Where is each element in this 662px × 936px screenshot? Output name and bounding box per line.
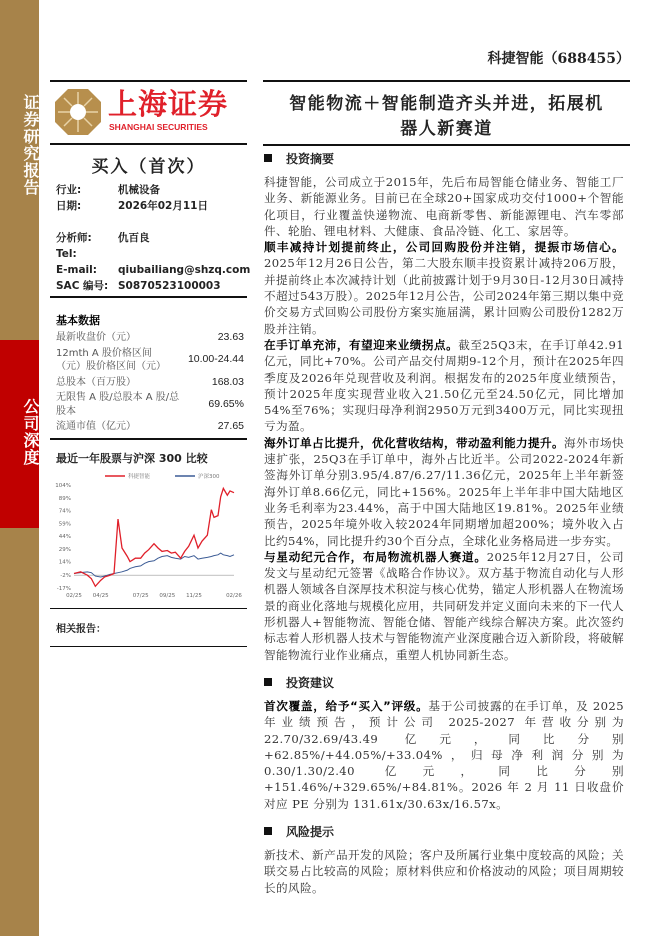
y-tick-label: 59% [58,520,71,527]
series-line-index [74,553,234,577]
logo-octagon-icon [54,88,102,136]
x-tick-label: 02/26 [226,592,242,599]
risk-body [264,847,624,896]
paragraph-text: 海外市场快速扩张，25Q3在手订单中，海外占比近半。公司2022-2024年新签海外订单分别3.95/4.87/6.27/11.36亿元，2025年上半年新签海外订单8.66亿元，同比+156%。2025年上半年非中国大陆地区业务毛利率为23.44%，高于中国大陆地区19.81%。2025年业绩预告，2025年境外收入较2024年同期增加超200%；境外收入占比约54%，同比提升约30个百分点，全球化业务格局进一步夯实。 [264,435,624,548]
basic-data-title: 基本数据 [56,314,100,327]
email-link[interactable]: qiubailiang@shzq.com [118,264,251,276]
row-value: 168.03 [211,375,244,388]
x-tick-label: 02/25 [66,592,82,599]
table-row [56,420,244,434]
bullet-square-icon [264,154,272,162]
table-row [56,376,244,390]
rating: 买入（首次） [91,157,206,177]
brand-name-en: SHANGHAI SECURITIES [109,122,208,132]
paragraph [264,435,624,549]
legend-label: 科捷智能 [128,473,151,480]
analyst-label: 分析师: [56,232,92,244]
chart-title: 最近一年股票与沪深 300 比较 [56,451,208,465]
paragraph: 科捷智能，公司成立于2015年，先后布局智能仓储业务、智能工厂业务、新能源业务。目前已在全球20+国家成功交付1000+个智能化项目，行业覆盖快递物流、电商新零售、新能源锂电、汽车零部件、轮胎、锂电材料、大健康、食品冷链、化工、家居等。 [264,175,624,238]
row-label: 最新收盘价（元） [56,332,136,343]
divider [50,296,247,298]
row-value: 23.63 [217,331,244,343]
series-line-stock [74,488,234,586]
divider [263,80,630,82]
section-title: 风险提示 [286,824,335,839]
table-row [56,347,244,374]
paragraph [264,549,624,663]
section-risk-heading [264,824,624,840]
y-tick-label: 104% [55,482,71,489]
row-label: 总股本（百万股） [56,376,136,388]
sac-value: S0870523100003 [118,280,221,292]
bullet-square-icon [264,827,272,835]
brand-logo [54,88,244,136]
divider [50,438,247,440]
basic-data-table [50,306,244,434]
section-summary-heading [264,151,624,167]
y-tick-label: 14% [58,559,71,566]
report-info [56,182,250,294]
section-advice-heading [264,675,624,691]
email-label: E-mail: [56,264,97,276]
left-column [50,306,247,647]
paragraph-lead: 与星动纪元合作，布局物流机器人赛道。 [264,549,487,564]
paragraph [264,239,624,337]
brand-name-cn: 上海证券 [108,87,229,121]
row-label: 流通市值（亿元） [56,421,136,432]
paragraph-text: 截至25Q3末，在手订单42.91亿元，同比+70%。公司产品交付周期9-12个月，预计在2025年四季度及2026年兑现营收及利润。根据发布的2025年度业绩预告，预计2025年度实现营业收入21.50亿元至24.50亿元，同比增加54%至76%；实现归母净利润2950万元到3400万元，同比实现扭亏为盈。 [264,337,624,434]
analyst-name: 仇百良 [118,232,150,244]
paragraph-text: 2025年12月26日公告，第二大股东顺丰投资累计减持206万股，并提前终止本次减持计划（此前披露计划于9月30日-12月30日减持不超过543万股）。2025年12月公告，公司2024年第三期以集中竞价交易方式回购公司股份方案实施届满，累计回购公司股份1282万股并注销。 [264,256,624,336]
x-tick-label: 04/25 [92,592,109,599]
paragraph-lead: 海外订单占比提升，优化营收结构，带动盈利能力提升。 [264,435,564,450]
sac-label: SAC 编号: [56,280,109,292]
summary-body [264,174,624,663]
tel-label: Tel: [56,248,77,260]
divider [50,143,247,145]
divider [50,646,247,647]
advice-body [264,698,624,812]
divider [50,608,247,609]
x-tick-label: 09/25 [159,592,176,599]
price-comparison-chart [50,470,250,605]
report-category-label: 公司深度 [21,398,40,466]
paragraph-text: 基于公司披露的在手订单，及 2025 年业绩预告，预计公司 2025-2027 年营收分别为 22.70/32.69/43.49 亿元，同比分别 +62.85%/+44.05%/+33.04%，归母净利润分别为 0.30/1.30/2.40 亿元，同比分别+151.46%/+329.65%/+84.81%。2026 年 2 月 11 日收盘价对应 PE 分别为 131.61x/30.63x/16.57x。 [264,698,624,811]
legend-label: 沪深300 [198,473,220,480]
y-tick-label: -17% [56,585,71,592]
x-tick-label: 11/25 [186,592,202,599]
stock-ticker: 科捷智能（688455） [487,51,630,67]
y-tick-label: 89% [58,495,71,502]
report-title [263,92,630,142]
date-label: 日期: [56,200,82,212]
y-tick-label: 29% [58,546,71,553]
y-tick-label: 74% [58,508,71,515]
paragraph-lead: 在手订单充沛，有望迎来业绩拐点。 [264,337,459,352]
title-line: 智能物流＋智能制造齐头并进，拓展机 [289,94,604,114]
industry-label: 行业: [56,184,82,196]
paragraph [264,698,624,812]
y-tick-label: 44% [58,533,71,540]
paragraph-lead: 首次覆盖，给予“买入”评级。 [264,698,429,713]
date-value: 2026年02月11日 [118,200,208,212]
paragraph-lead: 顺丰减持计划提前终止，公司回购股份并注销，提振市场信心。 [264,240,624,255]
y-tick-label: -2% [60,572,71,579]
row-label: 无限售 A 股/总股本 A 股/总股本 [56,392,180,417]
table-row [56,331,244,345]
section-title: 投资摘要 [286,152,335,166]
related-reports-label: 相关报告： [56,623,106,635]
row-value: 10.00-24.44 [187,353,244,366]
divider [263,144,630,146]
table-row [56,391,244,418]
paragraph-text: 2025年12月27日，公司发文与星动纪元签署《战略合作协议》。双方基于物流自动化与人形机器人领域各自深厚技术积淀与核心优势，锚定人形机器人在物流场景的商业化落地与规模化应用，共同研发并定义面向未来的下一代人形机器人+智能物流、智能仓储、智能产线综合解决方案。此次签约标志着人形机器人技术与智能物流产业深度融合迈入新阶段，将破解智能物流行业作业痛点，重塑人机协同新生态。 [264,549,624,662]
x-tick-label: 07/25 [132,592,149,599]
report-type-label: 证券研究报告 [21,94,40,196]
divider [50,80,247,82]
row-value: 27.65 [217,420,244,432]
section-title: 投资建议 [286,675,335,690]
row-value: 69.65% [208,397,244,410]
right-column [264,151,624,908]
title-line: 器人新赛道 [400,119,493,139]
paragraph: 新技术、新产品开发的风险；客户及所属行业集中度较高的风险；关联交易占比较高的风险；原材料供应和价格波动的风险；项目周期较长的风险。 [264,847,624,895]
bullet-square-icon [264,678,272,686]
paragraph [264,337,624,435]
row-label: 12mth A 股价格区间（元）股价格区间（元） [56,347,166,372]
industry-value: 机械设备 [118,184,160,196]
